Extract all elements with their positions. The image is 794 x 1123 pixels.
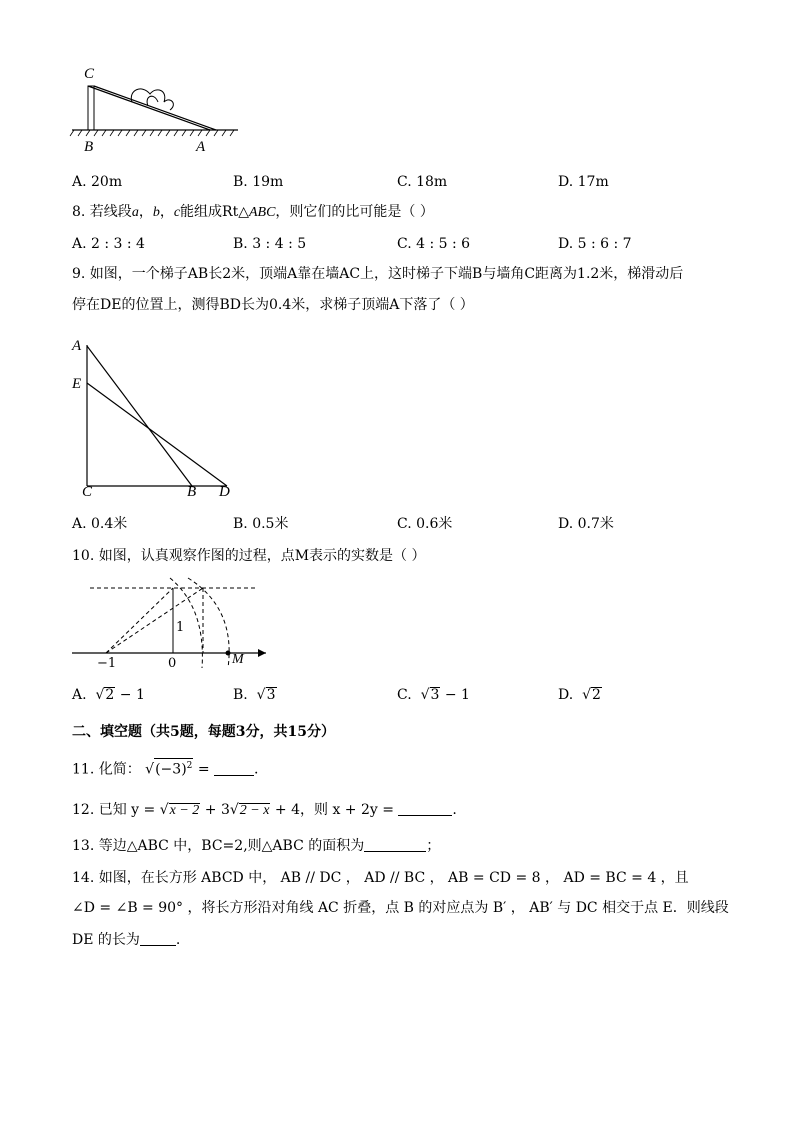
q10-stem: 10. 如图，认真观察作图的过程，点M表示的实数是（ ） <box>72 548 426 564</box>
ladder-diagram <box>85 340 235 490</box>
section-heading: 二、填空题（共5题，每题3分，共15分） <box>72 724 335 740</box>
fig-label-a: A <box>196 139 206 155</box>
q10-option-d: D. √2 <box>558 687 601 703</box>
diagram-label-b: B <box>187 484 197 500</box>
fig-label-b: B <box>84 139 94 155</box>
q10-option-b: B. √3 <box>233 687 276 703</box>
q13-stem: 13. 等边△ABC 中，BC=2,则△ABC 的面积为 ； <box>72 838 441 854</box>
q8-option-c: C. 4 : 5 : 6 <box>397 236 471 252</box>
number-line-label-neg1: −1 <box>97 656 117 671</box>
q11-answer-blank[interactable] <box>214 761 254 776</box>
q8-option-b: B. 3 : 4 : 5 <box>233 236 307 252</box>
q9-stem-line2: 停在DE的位置上，测得BD长为0.4米，求梯子顶端A下落了（ ） <box>72 297 474 313</box>
diagram-label-c: C <box>82 484 93 500</box>
q7-option-c: C. 18m <box>397 174 448 190</box>
fig-label-c: C <box>84 66 95 82</box>
q9-option-b: B. 0.5米 <box>233 516 289 532</box>
q10-option-a: A. √2 − 1 <box>72 687 145 703</box>
q12-answer-blank[interactable] <box>398 801 452 816</box>
diagram-label-e: E <box>72 376 82 392</box>
q9-option-c: C. 0.6米 <box>397 516 453 532</box>
diagram-label-a: A <box>72 338 82 354</box>
q14-stem-line2: ∠D = ∠B = 90° ，将长方形沿对角线 AC 折叠，点 B 的对应点为 B′ ， AB′ 与 DC 相交于点 E．则线段 <box>72 900 729 916</box>
q8-option-d: D. 5 : 6 : 7 <box>558 236 632 252</box>
q8-stem: 8. 若线段a，b，c能组成Rt△ABC，则它们的比可能是（ ） <box>72 204 434 220</box>
q14-answer-blank[interactable] <box>140 931 176 946</box>
q10-option-c: C. √3 − 1 <box>397 687 470 703</box>
q14-stem-line1: 14. 如图，在长方形 ABCD 中， AB // DC ， AD // BC ， AB = CD = 8 ， AD = BC = 4 ，且 <box>72 870 689 886</box>
q9-option-d: D. 0.7米 <box>558 516 614 532</box>
q9-option-a: A. 0.4米 <box>72 516 128 532</box>
number-line-label-0: 0 <box>168 656 177 671</box>
q7-option-a: A. 20m <box>72 174 123 190</box>
q11-stem: 11. 化简： $√(-3)^2$ = . <box>72 758 258 780</box>
number-line-label-1: 1 <box>176 620 185 635</box>
q7-option-d: D. 17m <box>558 174 609 190</box>
q14-stem-line3: DE 的长为 . <box>72 932 181 948</box>
ladder-figure <box>70 66 245 156</box>
q8-option-a: A. 2 : 3 : 4 <box>72 236 145 252</box>
q13-answer-blank[interactable] <box>364 837 426 852</box>
number-line-label-m: M <box>232 652 244 667</box>
q12-stem: 12. 已知 y = √x − 2 + 3√2 − x + 4，则 x + 2y = . <box>72 802 457 818</box>
q9-stem-line1: 9. 如图，一个梯子AB长2米，顶端A靠在墙AC上，这时梯子下端B与墙角C距离为1.2米，梯滑动后 <box>72 266 684 282</box>
q7-option-b: B. 19m <box>233 174 284 190</box>
diagram-label-d: D <box>219 484 230 500</box>
